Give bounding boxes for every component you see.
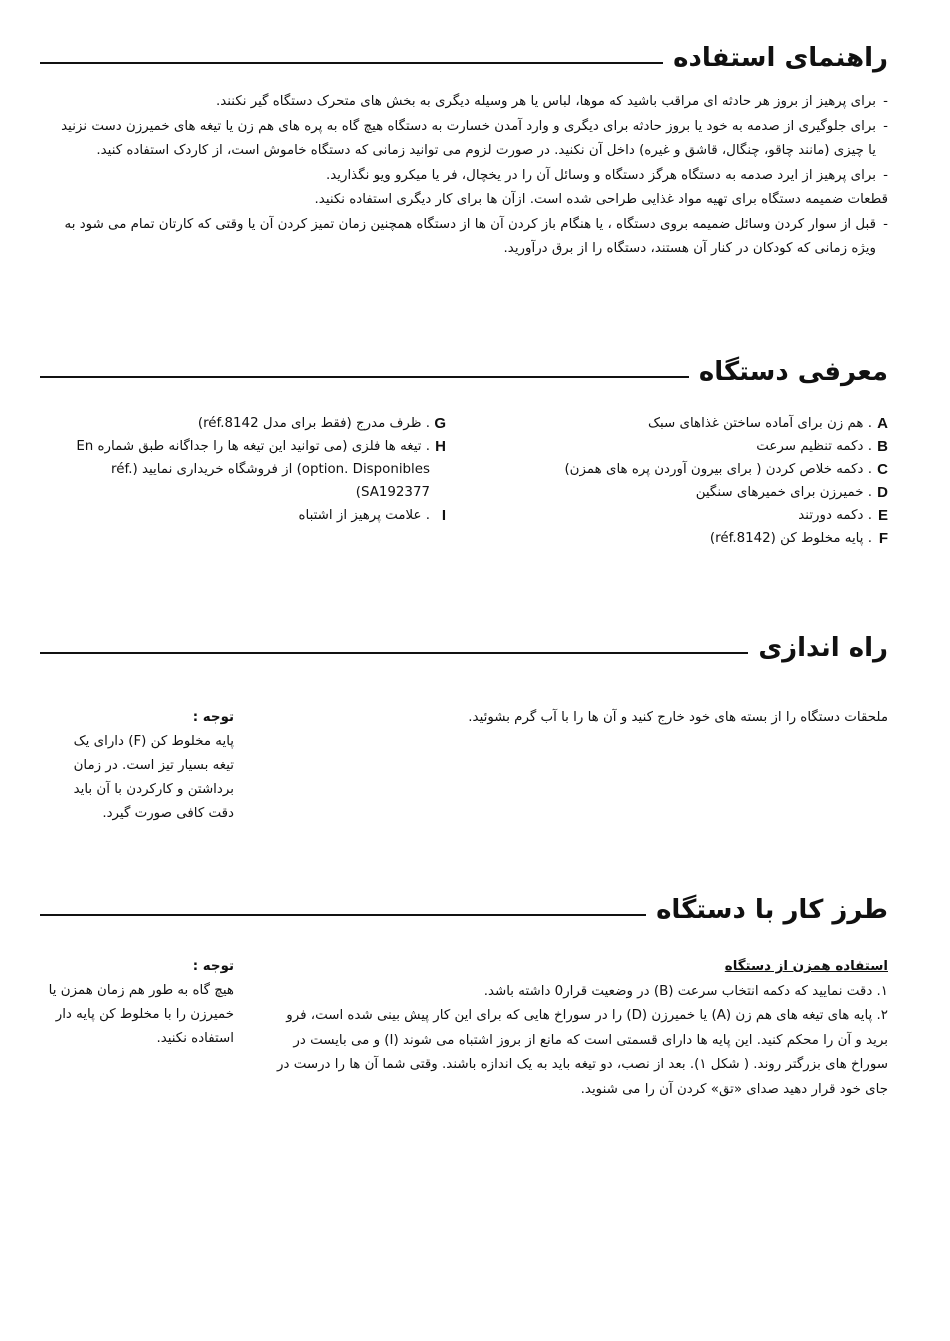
section-heading-introduction: [40, 352, 888, 396]
section-title: راهنمای استفاده: [663, 38, 888, 78]
part-item: E . دکمه دورتند: [798, 507, 888, 524]
part-item: F . پایه مخلوط کن (réf.8142): [709, 530, 888, 547]
operation-paragraphs: [276, 955, 888, 1102]
section-heading-setup: [40, 628, 888, 672]
setup-note: [66, 706, 234, 826]
note-body: پایه مخلوط کن (F) دارای یک تیغه بسیار تیز است. در زمان برداشتن و کارکردن با آن باید دقت کافی صورت گیرد.: [73, 734, 234, 821]
section-heading-usage: [40, 38, 888, 82]
parts-list-right: [512, 412, 888, 550]
section-heading-operation: [40, 890, 888, 934]
safety-bullet: - برای جلوگیری از صدمه به خود یا بروز حادثه برای دیگری و وارد آمدن خسارت به دستگاه هیچ گاه به پره های هم زن یا تیغه های خمیرزن دست نزنید یا چیزی (مانند چاقو، چنگال، قاشق و غیره) داخل آن نکنید. در صورت لزوم می توانید زمانی که دستگاه خاموش است، از کاردک استفاده کنید.: [61, 118, 888, 158]
note-body: هیچ گاه به طور هم زمان همزن یا خمیرزن را با مخلوط کن پایه دار استفاده نکنید.: [48, 983, 234, 1046]
safety-bullet: - برای پرهیز از ایرد صدمه به دستگاه هرگز دستگاه و وسائل آن را در یخچال، فر یا میکرو ویو نگذارید.: [325, 167, 888, 183]
section-title: معرفی دستگاه: [689, 352, 888, 392]
section-title: طرز کار با دستگاه: [646, 890, 888, 930]
part-item: B . دکمه تنظیم سرعت: [756, 438, 888, 455]
part-item: A . هم زن برای آماده ساختن غذاهای سبک: [647, 415, 888, 432]
section-title: راه اندازی: [748, 628, 888, 668]
usage-paragraphs: [60, 90, 888, 262]
safety-paragraph: قطعات ضمیمه دستگاه برای تهیه مواد غذایی طراحی شده است. ازآن ها برای کار دیگری استفاده نکنید.: [314, 192, 888, 207]
part-item: H . تیغه ها فلزی (می توانید این تیغه ها را جداگانه طبق شماره En option. Disponibles) از فروشگاه خریداری نمایید (réf. SA192377): [76, 438, 446, 500]
operation-step: ۲. پایه های تیغه های هم زن (A) یا خمیرزن (D) را در سوراخ هایی که برای این کار پیش بینی شده است، فرو برید و آن را محکم کنید. این پایه ها دارای قسمتی است که مانع از بروز اشتباه می شوند (I) و می بایست در سوراخ های بزرگتر روند. ( شکل ۱). بعد از نصب، دو تیغه باید به یک اندازه باشند. وقتی شما آن ها را درست در جای خود قرار دهید صدای «تق» کردن آن را می شنوید.: [277, 1008, 888, 1097]
note-title: توجه :: [192, 710, 234, 725]
parts-list-left: [66, 412, 446, 527]
part-item: G . ظرف مدرج (فقط برای مدل réf.8142): [197, 415, 446, 432]
setup-paragraph: ملحقات دستگاه را از بسته های خود خارج کنید و آن ها را با آب گرم بشوئید.: [468, 710, 888, 725]
safety-bullet: - قبل از سوار کردن وسائل ضمیمه بروی دستگاه ، یا هنگام باز کردن آن ها از دستگاه همچنین زمان تمیز کردن آن یا وقتی که کارتان تمام می شود به ویژه زمانی که کودکان در کنار آن هستند، دستگاه را از برق درآورید.: [64, 216, 888, 256]
note-title: توجه :: [192, 959, 234, 974]
operation-note: [46, 955, 234, 1051]
operation-step: ۱. دقت نمایید که دکمه انتخاب سرعت (B) در وضعیت قرار0 داشته باشد.: [483, 983, 888, 999]
part-item: D . خمیرزن برای خمیرهای سنگین: [695, 484, 888, 501]
part-item: I . علامت پرهیز از اشتباه: [298, 507, 446, 524]
safety-bullet: - برای پرهیز از بروز هر حادثه ای مراقب باشید که موها، لباس یا هر وسیله دیگری به بخش های متحرک دستگاه گیر نکنند.: [215, 94, 888, 109]
operation-subheading: استفاده همزن از دستگاه: [724, 959, 888, 974]
part-item: C . دکمه خلاص کردن ( برای بیرون آوردن پره های همزن): [564, 461, 888, 478]
